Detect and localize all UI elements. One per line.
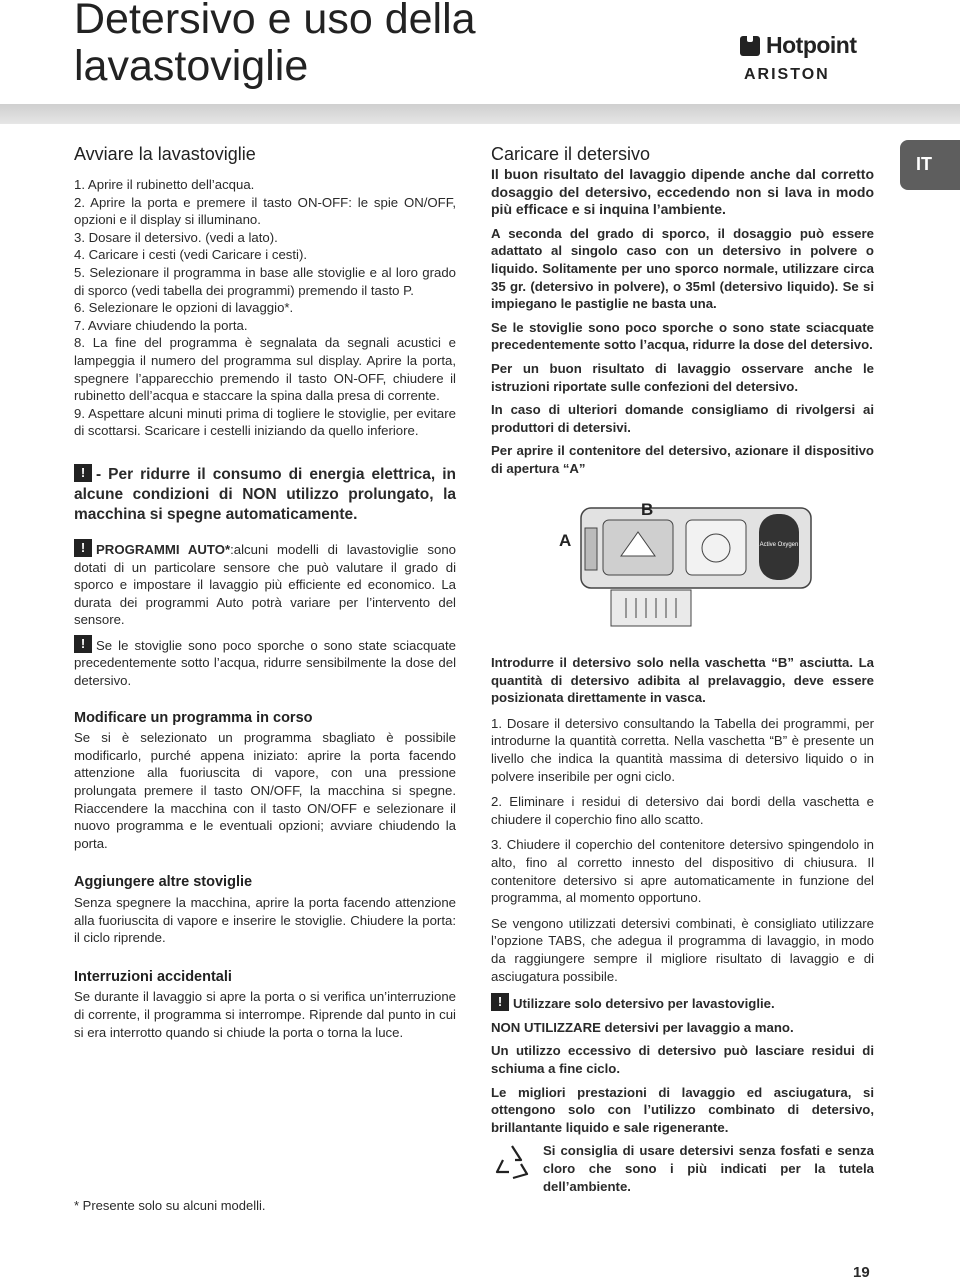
step-item: 3. Dosare il detersivo. (vedi a lato).: [74, 229, 278, 245]
fig-label-a: A: [559, 530, 572, 550]
step-item: 9. Aspettare alcuni minuti prima di togliere le stoviglie, per evitare di scottarsi. Scaricare i cestelli iniziando da quello inferiore.: [74, 405, 456, 439]
modify-title: Modificare un programma in corso: [74, 709, 313, 726]
title-line-1: Detersivo e uso della: [74, 0, 476, 43]
step-item: 1. Aprire il rubinetto dell’acqua.: [74, 177, 255, 192]
energy-note-text: - Per ridurre il consumo di energia elettrica, in alcune condizioni di NON utilizzo prolungato, la macchina si spegne automaticamente.: [74, 465, 456, 523]
auto-programs: [74, 539, 456, 629]
step-item: 8. La fine del programma è segnalata da segnali acustici e lampeggia il numero del programma sul display. Aprire la porta, spegnere l’apparecchio premendo il tasto ON-OFF, chiudere il rubinetto dell’acqua e staccare la spina dalla presa di corrente.: [74, 335, 456, 404]
brand-sub: ARISTON: [744, 66, 830, 83]
add-title: Aggiungere altre stoviglie: [74, 874, 253, 891]
step-item: 6. Selezionare le opzioni di lavaggio*.: [74, 300, 294, 316]
warning-line-1: [491, 993, 874, 1013]
rinse-note-text: Se le stoviglie sono poco sporche o sono state sciacquate precedentemente sotto l’acqua, ridurre sensibilmente la dose del detersivo.: [74, 637, 456, 689]
start-title: Avviare la lavastoviglie: [74, 144, 256, 164]
tabs-note: Se vengono utilizzati detersivi combinati, è consigliato utilizzare l’opzione TABS, che adegua il programma di lavaggio, in modo da raggiungere sempre il migliore risultato di lavaggio e di asciugatura possibile.: [491, 915, 874, 984]
page-number: 19: [853, 1264, 870, 1281]
step-item: 7. Avviare chiudendo la porta.: [74, 317, 248, 333]
language-tab-label: IT: [916, 154, 932, 174]
energy-note: [74, 464, 456, 525]
detergent-p4: In caso di ulteriori domande consigliamo di rivolgersi ai produttori di detersivi.: [491, 402, 874, 435]
dose-step-1: 1. Dosare il detersivo consultando la Tabella dei programmi, per introdurne la quantità corretta. Nella vaschetta “B” è presente un livello che indica la quantità massima di detersivo liquido o in polvere inseribile per ogni ciclo.: [491, 715, 874, 784]
auto-label: PROGRAMMI AUTO*: [96, 541, 231, 557]
step-item: 2. Aprire la porta e premere il tasto ON-OFF: le spie ON/OFF, opzioni e il display si illuminano.: [74, 194, 456, 228]
right-column: [491, 144, 874, 1195]
interrupt-text: Se durante il lavaggio si apre la porta o si verifica un’interruzione di corrente, il programma si interrompe. Riprende dal punto in cui si era interrotto quando si chiude la porta o torna la luce.: [74, 989, 456, 1040]
detergent-p6: Introdurre il detersivo solo nella vaschetta “B” asciutta. La quantità di detersivo adibita al prelavaggio, deve essere posizionata direttamente in vasca.: [491, 655, 874, 706]
brand-mark-icon: [740, 36, 760, 56]
warning-icon: [74, 464, 92, 482]
auto-text: :alcuni modelli di lavastoviglie sono dotati di un particolare sensore che può valutare il grado di sporco e impostare il lavaggio più efficiente ed economico. La durata dei programmi Auto potrà variare per l’intervento del sensore.: [74, 541, 456, 628]
warning-line-2: NON UTILIZZARE detersivi per lavaggio a mano.: [491, 1019, 794, 1035]
warning-line-4: Le migliori prestazioni di lavaggio ed asciugatura, si ottengono solo con l’utilizzo combinato di detersivo, brillantante liquido e sale rigenerante.: [491, 1084, 874, 1135]
modify-text: Se si è selezionato un programma sbagliato è possibile modificarlo, purché appena iniziato: aprire la porta facendo attenzione alla fuoriuscita di vapore, con una pressione prolungata premere il tasto ON/OFF, la macchina si spegne. Riaccendere la macchina con il tasto ON/OFF e selezionare il nuovo programma e le eventuali opzioni; avviare chiudendo la porta.: [74, 730, 456, 851]
page-header: [0, 0, 960, 104]
detergent-p2: Se le stoviglie sono poco sporche o sono state sciacquate precedentemente sotto l’acqua, ridurre la dose del detersivo.: [491, 319, 874, 353]
active-oxygen-badge: Active Oxygen: [759, 541, 799, 548]
eco-tip: [491, 1142, 874, 1195]
footnote: * Presente solo su alcuni modelli.: [74, 1198, 266, 1213]
page-title: [74, 0, 634, 90]
brand-name: Hotpoint: [766, 32, 857, 58]
detergent-title: Caricare il detersivo: [491, 144, 651, 164]
brand-logo: [740, 32, 880, 92]
warning-icon: [74, 539, 92, 557]
detergent-p5: Per aprire il contenitore del detersivo, azionare il dispositivo di apertura “A”: [491, 443, 874, 476]
start-steps: [74, 176, 456, 440]
dose-step-3: 3. Chiudere il coperchio del contenitore detersivo spingendolo in alto, fino al corretto innesto del dispositivo di chiusura. Il contenitore detersivo si apre automaticamente in funzione del programma, al momento opportuno.: [491, 837, 874, 906]
step-item: 5. Selezionare il programma in base alle stoviglie e al loro grado di sporco (vedi tabella dei programmi) premendo il tasto P.: [74, 264, 456, 298]
language-tab: [900, 140, 960, 190]
dose-step-2: 2. Eliminare i residui di detersivo dai bordi della vaschetta e chiudere il coperchio fino allo scatto.: [491, 794, 874, 827]
add-text: Senza spegnere la macchina, aprire la porta facendo attenzione alla fuoriuscita di vapore e inserire le stoviglie. Chiudere la porta: il ciclo riprende.: [74, 895, 456, 946]
left-column: [74, 144, 456, 1047]
warning-line-1-text: Utilizzare solo detersivo per lavastoviglie.: [513, 996, 775, 1012]
warning-icon: [491, 993, 509, 1011]
header-band: [0, 104, 960, 124]
detergent-intro: Il buon risultato del lavaggio dipende anche dal corretto dosaggio del detersivo, eccedendo non si lava in modo più efficace e si inquina l’ambiente.: [491, 166, 874, 218]
dispenser-illustration: [491, 498, 874, 628]
rinse-note: [74, 635, 456, 690]
step-item: 4. Caricare i cesti (vedi Caricare i cesti).: [74, 247, 308, 263]
fig-label-b: B: [641, 499, 654, 519]
detergent-p1: A seconda del grado di sporco, il dosaggio può essere adattato al singolo caso con un detersivo in polvere o liquido. Solitamente per uno sporco normale, utilizzare circa 35 gr. (detersivo in polvere), o 35ml (detersivo liquido). Se si impiegano le pastiglie ne basta una.: [491, 225, 874, 312]
warning-line-3: Un utilizzo eccessivo di detersivo può lasciare residui di schiuma a fine ciclo.: [491, 1043, 874, 1076]
eco-text: Si consiglia di usare detersivi senza fosfati e senza cloro che sono i più indicati per la tutela dell’ambiente.: [543, 1143, 874, 1194]
interrupt-title: Interruzioni accidentali: [74, 968, 232, 985]
detergent-p3: Per un buon risultato di lavaggio osservare anche le istruzioni riportate sulle confezioni del detersivo.: [491, 360, 874, 394]
warning-icon: [74, 635, 92, 653]
title-line-2: lavastoviglie: [74, 42, 309, 90]
recycle-icon: [491, 1142, 533, 1182]
